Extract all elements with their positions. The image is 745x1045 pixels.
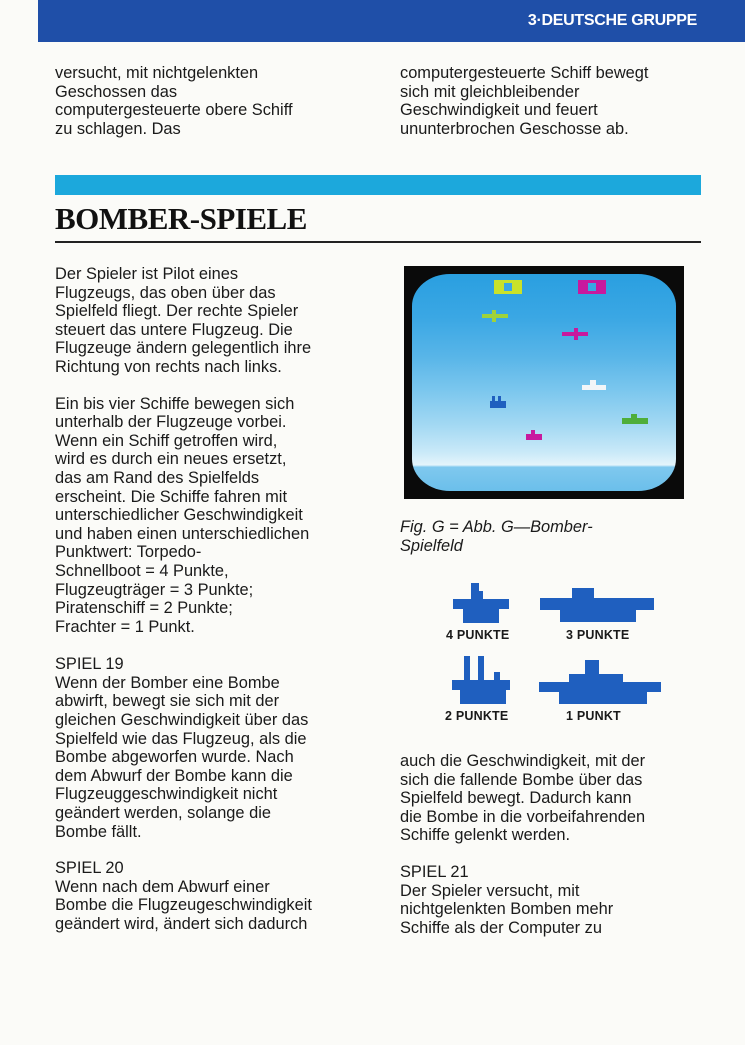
spiel-19-heading: SPIEL 19 — [55, 655, 124, 674]
aircraft-carrier-icon — [540, 588, 654, 622]
header-bar — [38, 0, 745, 42]
label-4-punkte: 4 PUNKTE — [446, 628, 510, 642]
paragraph-pilot: Der Spieler ist Pilot eines Flugzeugs, das oben über das Spielfeld fliegt. Der rechte Spieler steuert das untere Flugzeug. Die Flugzeuge ändern gelegentlich ihre Richtung von rechts nach links. — [55, 265, 312, 376]
intro-left-text: versucht, mit nichtgelenkten Geschossen das computergesteuerte obere Schiff zu schlagen. Das — [55, 64, 293, 138]
label-1-punkt: 1 PUNKT — [566, 709, 621, 723]
section-title: BOMBER-SPIELE — [55, 201, 307, 236]
pirate-ship-icon — [452, 656, 510, 704]
intro-right-column — [400, 64, 720, 138]
game-playfield — [412, 274, 676, 491]
paragraph-ships: Ein bis vier Schiffe bewegen sich unterhalb der Flugzeuge vorbei. Wenn ein Schiff getroffen wird, wird es durch ein neues ersetzt, das am Rand des Spielfelds erscheint. Die Schiffe fahren mit unterschiedlicher Geschwindigkeit und haben einen unterschiedlichen Punktwert: Torpedo- Schnellboot = 4 Punkte, Flugzeugträger = 3 Punkte; Piratenschiff = 2 Punkte; Frachter = 1 Punkt. — [55, 394, 310, 636]
spiel-21-text: Der Spieler versucht, mit nichtgelenkten Bomben mehr Schiffe als der Computer zu — [400, 881, 614, 937]
white-ship-icon — [582, 380, 606, 390]
spiel-20-text: Wenn nach dem Abwurf einer Bombe die Flugzeugeschwindigkeit geändert wird, ändert sich dadurch — [55, 877, 312, 933]
intro-left-column — [55, 64, 375, 138]
figure-caption: Fig. G = Abb. G—Bomber- Spielfeld — [400, 518, 593, 555]
score-display-player2 — [578, 280, 606, 294]
bomber-plane-player1-icon — [482, 310, 508, 322]
bomber-plane-player2-icon — [562, 328, 588, 340]
label-3-punkte: 3 PUNKTE — [566, 628, 630, 642]
paragraph-continued: auch die Geschwindigkeit, mit der sich die fallende Bombe über das Spielfeld bewegt. Dadurch kann die Bombe in die vorbeifahrenden Schiffe gelenkt werden. — [400, 752, 646, 845]
score-display-player1 — [494, 280, 522, 294]
pirate-ship-small-icon — [490, 396, 506, 408]
section-divider-bar — [55, 175, 701, 195]
chapter-title: 3·DEUTSCHE GRUPPE — [527, 12, 697, 29]
torpedo-boat-icon — [453, 583, 509, 623]
green-ship-icon — [622, 414, 648, 424]
left-column — [55, 265, 375, 934]
title-rule — [55, 241, 701, 243]
game-screen-figure — [404, 266, 684, 499]
freighter-icon — [539, 660, 661, 704]
spiel-19-text: Wenn der Bomber eine Bombe abwirft, bewegt sie sich mit der gleichen Geschwindigkeit über das Spielfeld wie das Flugzeug, als die Bombe abgeworfen wurde. Nach dem Abwurf der Bombe kann die Flugzeuggeschwindigkeit nicht geändert werden, solange die Bombe fällt. — [55, 673, 309, 841]
right-column — [400, 752, 720, 937]
label-2-punkte: 2 PUNKTE — [445, 709, 509, 723]
spiel-20-heading: SPIEL 20 — [55, 859, 124, 878]
falling-bomb-icon — [526, 430, 542, 440]
spiel-21-heading: SPIEL 21 — [400, 862, 469, 881]
intro-right-text: computergesteuerte Schiff bewegt sich mit gleichbleibender Geschwindigkeit und feuert ununterbrochen Geschosse ab. — [400, 64, 649, 138]
